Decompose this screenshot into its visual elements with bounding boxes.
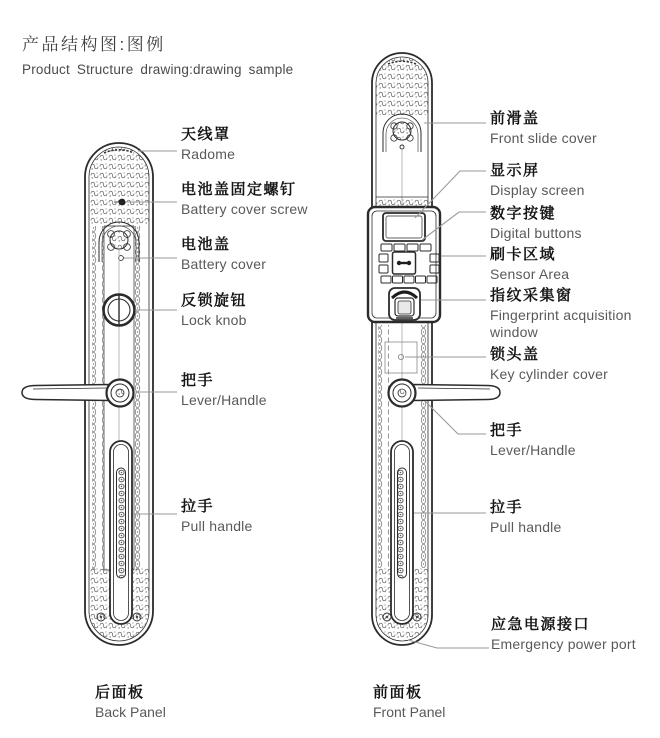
label-front-slide-cover: 前滑盖 Front slide cover <box>490 110 597 146</box>
label-battery-cover: 电池盖 Battery cover <box>181 236 267 272</box>
label-sensor-area: 刷卡区域 Sensor Area <box>490 246 570 282</box>
label-fingerprint-window: 指纹采集窗 Fingerprint acquisition window <box>490 287 632 340</box>
back-pull-handle-shape <box>110 441 132 624</box>
front-slide-cover-shape <box>383 114 421 152</box>
page-title: 产品结构图:图例 <box>22 35 166 54</box>
front-pull-handle-shape <box>391 441 413 624</box>
front-lever-handle-shape <box>389 380 501 407</box>
label-front-lever-handle: 把手 Lever/Handle <box>490 422 576 458</box>
fingerprint-window-shape <box>389 288 420 320</box>
label-front-pull-handle: 拉手 Pull handle <box>490 499 562 535</box>
label-radome: 天线罩 Radome <box>181 126 236 162</box>
keypad-module <box>368 207 440 322</box>
front-panel-diagram <box>368 53 500 645</box>
page-subtitle: Product Structure drawing:drawing sample <box>22 62 294 77</box>
back-panel-diagram <box>22 143 153 645</box>
label-battery-cover-screw: 电池盖固定螺钉 Battery cover screw <box>181 181 308 217</box>
back-lever-handle-shape <box>22 380 134 407</box>
label-display-screen: 显示屏 Display screen <box>490 162 585 198</box>
label-emergency-power-port: 应急电源接口 Emergency power port <box>491 616 636 652</box>
title-block <box>22 30 293 77</box>
label-key-cylinder-cover: 锁头盖 Key cylinder cover <box>490 346 608 382</box>
label-digital-buttons: 数字按键 Digital buttons <box>490 205 582 241</box>
label-back-pull-handle: 拉手 Pull handle <box>181 498 253 534</box>
label-back-lever-handle: 把手 Lever/Handle <box>181 372 267 408</box>
label-lock-knob: 反锁旋钮 Lock knob <box>181 292 248 328</box>
caption-back-panel: 后面板 Back Panel <box>95 684 166 720</box>
lock-knob-shape <box>104 295 135 326</box>
caption-front-panel: 前面板 Front Panel <box>373 684 446 720</box>
